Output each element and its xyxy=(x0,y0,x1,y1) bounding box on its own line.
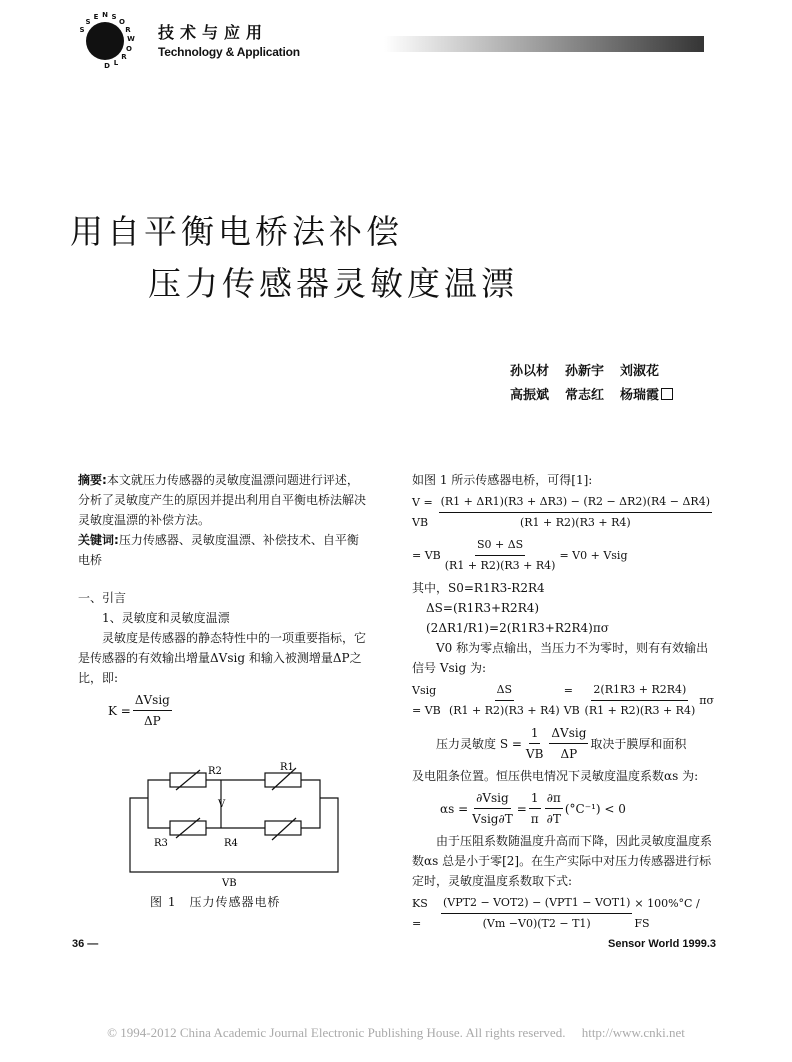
authors-row-2 xyxy=(510,384,675,408)
svg-text:R: R xyxy=(121,53,127,61)
author: 高振斌 xyxy=(510,388,550,403)
svg-text:O: O xyxy=(126,45,132,53)
svg-text:S: S xyxy=(111,13,117,21)
section-title-en: Technology & Application xyxy=(158,45,300,59)
right-column xyxy=(412,470,714,936)
keywords-label: 关键词: xyxy=(78,533,119,547)
r1-label: R1 xyxy=(280,762,294,773)
keywords xyxy=(78,530,368,570)
svg-text:S: S xyxy=(85,18,91,26)
equation-4: αs = $\frac{\text{∂Vsig}}{\text{Vsig∂T}}$ = $\frac{1}{\pi}$ $\frac{\partial\pi}{\partial T}$ (°C⁻¹) < 0 xyxy=(440,788,714,829)
figure-caption: 图 1 压力传感器电桥 xyxy=(150,895,281,909)
svg-text:N: N xyxy=(102,11,108,19)
author: 刘淑花 xyxy=(620,364,660,379)
title-line-1: 用自平衡电桥法补偿 xyxy=(70,212,403,251)
where-line: 其中，S0=R1R3-R2R4 xyxy=(412,581,545,595)
paragraph: V0 称为零点输出，当压力不为零时，则有有效输出信号 Vsig 为: xyxy=(412,641,709,675)
bridge-circuit-figure xyxy=(120,760,340,890)
abstract-label: 摘要: xyxy=(78,473,107,487)
author: 孙新宇 xyxy=(565,364,605,379)
svg-text:E: E xyxy=(93,13,99,21)
r3-label: R3 xyxy=(154,838,168,849)
paragraph: 灵敏度是传感器的静态特性中的一项重要指标，它是传感器的有效输出增量ΔVsig 和输入被测增量ΔP之比，即: xyxy=(78,631,367,685)
equation-5: KS = $\frac{\text{(VPT2 − VOT2) − (VPT1 − VOT1)}}{(Vm -V0)(T2 - T1)}$ × 100%°C / FS xyxy=(412,893,714,934)
square-icon xyxy=(661,388,673,400)
page-number: 36 — xyxy=(72,938,99,950)
author: 杨瑞霞 xyxy=(620,388,660,403)
r2-label: R2 xyxy=(208,766,222,777)
vb-label: VB xyxy=(222,878,237,889)
journal-logo xyxy=(74,10,136,72)
author: 孙以材 xyxy=(510,364,550,379)
section-heading: 一、引言 xyxy=(78,591,127,605)
sensitivity-line: 压力灵敏度 S = $\frac{1}{VB}$ $\frac{\text{ΔVsig}}{\Delta P}$ 取决于膜厚和面积 xyxy=(436,723,714,764)
subsection-heading: 1、灵敏度和灵敏度温漂 xyxy=(102,611,230,625)
svg-text:S: S xyxy=(79,26,85,34)
abstract-text: 本文就压力传感器的灵敏度温漂问题进行评述，分析了灵敏度产生的原因并提出利用自平衡电桥法解决灵敏度温漂的补偿方法。 xyxy=(78,473,367,527)
keywords-text: 压力传感器、灵敏度温漂、补偿技术、自平衡电桥 xyxy=(78,533,359,567)
svg-text:R: R xyxy=(125,26,131,34)
equation-k: K = $\frac{\text{ΔVsig}}{\Delta P}$ xyxy=(108,690,368,731)
equation-1: V = VB $\frac{(R1 + \Delta R1)(R3 + \Delta R3) - (R2 - \Delta R2)(R4 - \Delta R4)}{(R1 + R2)(R3 + R4)}$ xyxy=(412,492,714,533)
left-column xyxy=(78,470,368,733)
where-line: ΔS=(R1R3+R2R4)(2ΔR1/R1)=2(R1R3+R2R4)πσ xyxy=(426,601,609,635)
author: 常志红 xyxy=(565,388,605,403)
svg-text:D: D xyxy=(104,62,110,70)
r4-label: R4 xyxy=(224,838,238,849)
svg-text:O: O xyxy=(119,18,125,26)
authors-row-1 xyxy=(510,360,675,384)
svg-text:W: W xyxy=(127,35,135,43)
journal-issue: Sensor World 1999.3 xyxy=(608,938,717,950)
article-title xyxy=(70,206,518,310)
authors xyxy=(510,360,675,408)
svg-text:L: L xyxy=(113,59,119,67)
header-decoration xyxy=(384,34,704,54)
copyright-notice: © 1994-2012 China Academic Journal Electronic Publishing House. All rights reserved. http://www.cnki.net xyxy=(107,1025,685,1040)
equation-3: Vsig = VB $\frac{\Delta S}{(R1 + R2)(R3 + R4)}$ = VB $\frac{2(R1R3 + R2R4)}{(R1 + R2)(R3 + R4)}$ πσ xyxy=(412,680,714,721)
title-line-2: 压力传感器灵敏度温漂 xyxy=(148,264,518,303)
abstract xyxy=(78,470,368,530)
paragraph: 由于压阻系数随温度升高而下降，因此灵敏度温度系数αs 总是小于零[2]。在生产实际中对压力传感器进行标定时，灵敏度温度系数取下式: xyxy=(412,834,713,888)
equation-2: = VB $\frac{S0 + \Delta S}{(R1 + R2)(R3 + R4)}$ = V0 + Vsig xyxy=(412,535,714,576)
paragraph: 及电阻条位置。恒压供电情况下灵敏度温度系数αs 为: xyxy=(412,769,699,783)
section-title-cn: 技术与应用 xyxy=(158,23,269,42)
v-label: V xyxy=(218,799,226,810)
paragraph: 如图 1 所示传感器电桥，可得[1]: xyxy=(412,473,593,487)
